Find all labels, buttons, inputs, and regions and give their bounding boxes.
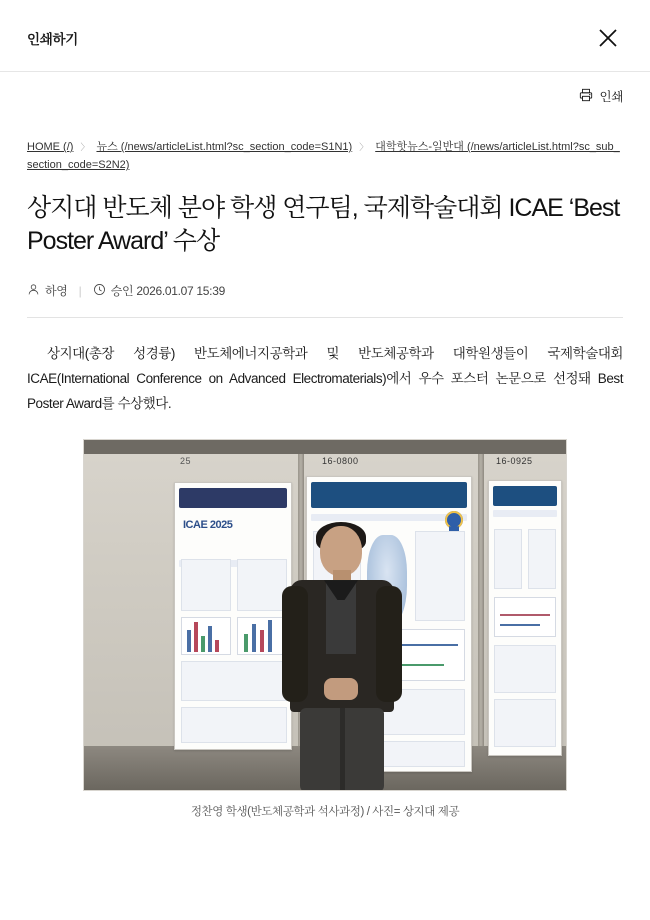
- article-figure: [27, 439, 623, 819]
- author: [27, 282, 68, 299]
- icae-logo: ICAE 2025: [183, 519, 233, 532]
- breadcrumb-separator: 〉: [80, 142, 90, 152]
- person-head: [320, 526, 362, 576]
- breadcrumb-item-section[interactable]: 대학핫뉴스-일반대 (/news/articleList.html?sc_sub_section_code=S2N2): [27, 141, 620, 172]
- poster-left: [174, 482, 292, 750]
- poster-code-label: 16-0800: [322, 456, 359, 467]
- conference-poster-photo: [83, 439, 567, 791]
- author-name: 하영: [45, 284, 68, 299]
- figure-caption: 정찬영 학생(반도체공학과 석사과정) / 사진= 상지대 제공: [190, 806, 460, 819]
- clock-icon: [93, 283, 106, 299]
- article-paragraph: 상지대(총장 성경륭) 반도체에너지공학과 및 반도체공학과 대학원생들이 국제학술대회 ICAE(International Conference on Advanced Electromaterials)에서 우수 포스터 논문으로 선정돼 Best Poster Award를 수상했다.: [27, 346, 623, 412]
- printer-icon: [579, 88, 593, 105]
- byline: [27, 282, 623, 318]
- poster-title-band: [179, 488, 287, 508]
- page-title: 상지대 반도체 분야 학생 연구팀, 국제학술대회 ICAE ‘Best Poster Award’ 수상: [27, 194, 620, 256]
- poster-code-label: 16-0925: [496, 456, 533, 467]
- breadcrumb-separator: 〉: [359, 142, 369, 152]
- award-ribbon-icon: [445, 511, 463, 529]
- photo-ceiling-band: [84, 440, 566, 454]
- print-toolbar: [0, 72, 650, 122]
- byline-divider: |: [78, 283, 82, 298]
- print-button[interactable]: [579, 87, 623, 105]
- close-icon[interactable]: [594, 24, 622, 52]
- timestamp: [93, 282, 225, 299]
- print-button-label: 인쇄: [599, 90, 623, 104]
- breadcrumb-item-home[interactable]: HOME (/): [27, 141, 74, 153]
- person-hands: [324, 678, 358, 700]
- timestamp-text: 승인 2026.01.07 15:39: [110, 284, 225, 299]
- poster-code-label-partial: 25: [180, 456, 192, 467]
- poster-right: [488, 480, 562, 756]
- person-arm-right: [376, 586, 402, 702]
- person-arm-left: [282, 586, 308, 702]
- breadcrumb: [27, 138, 623, 174]
- article-body: [27, 342, 623, 417]
- breadcrumb-item-news[interactable]: 뉴스 (/news/articleList.html?sc_section_code=S1N1): [96, 141, 353, 153]
- user-icon: [27, 283, 40, 299]
- person-leg-split: [340, 708, 345, 791]
- poster-title-band: [493, 486, 557, 506]
- poster-title-band: [311, 482, 467, 508]
- person-figure: [280, 526, 404, 791]
- article-container: [0, 138, 650, 819]
- window-titlebar: [0, 0, 650, 72]
- window-title: 인쇄하기: [27, 32, 78, 47]
- poster-board-divider: [478, 454, 484, 746]
